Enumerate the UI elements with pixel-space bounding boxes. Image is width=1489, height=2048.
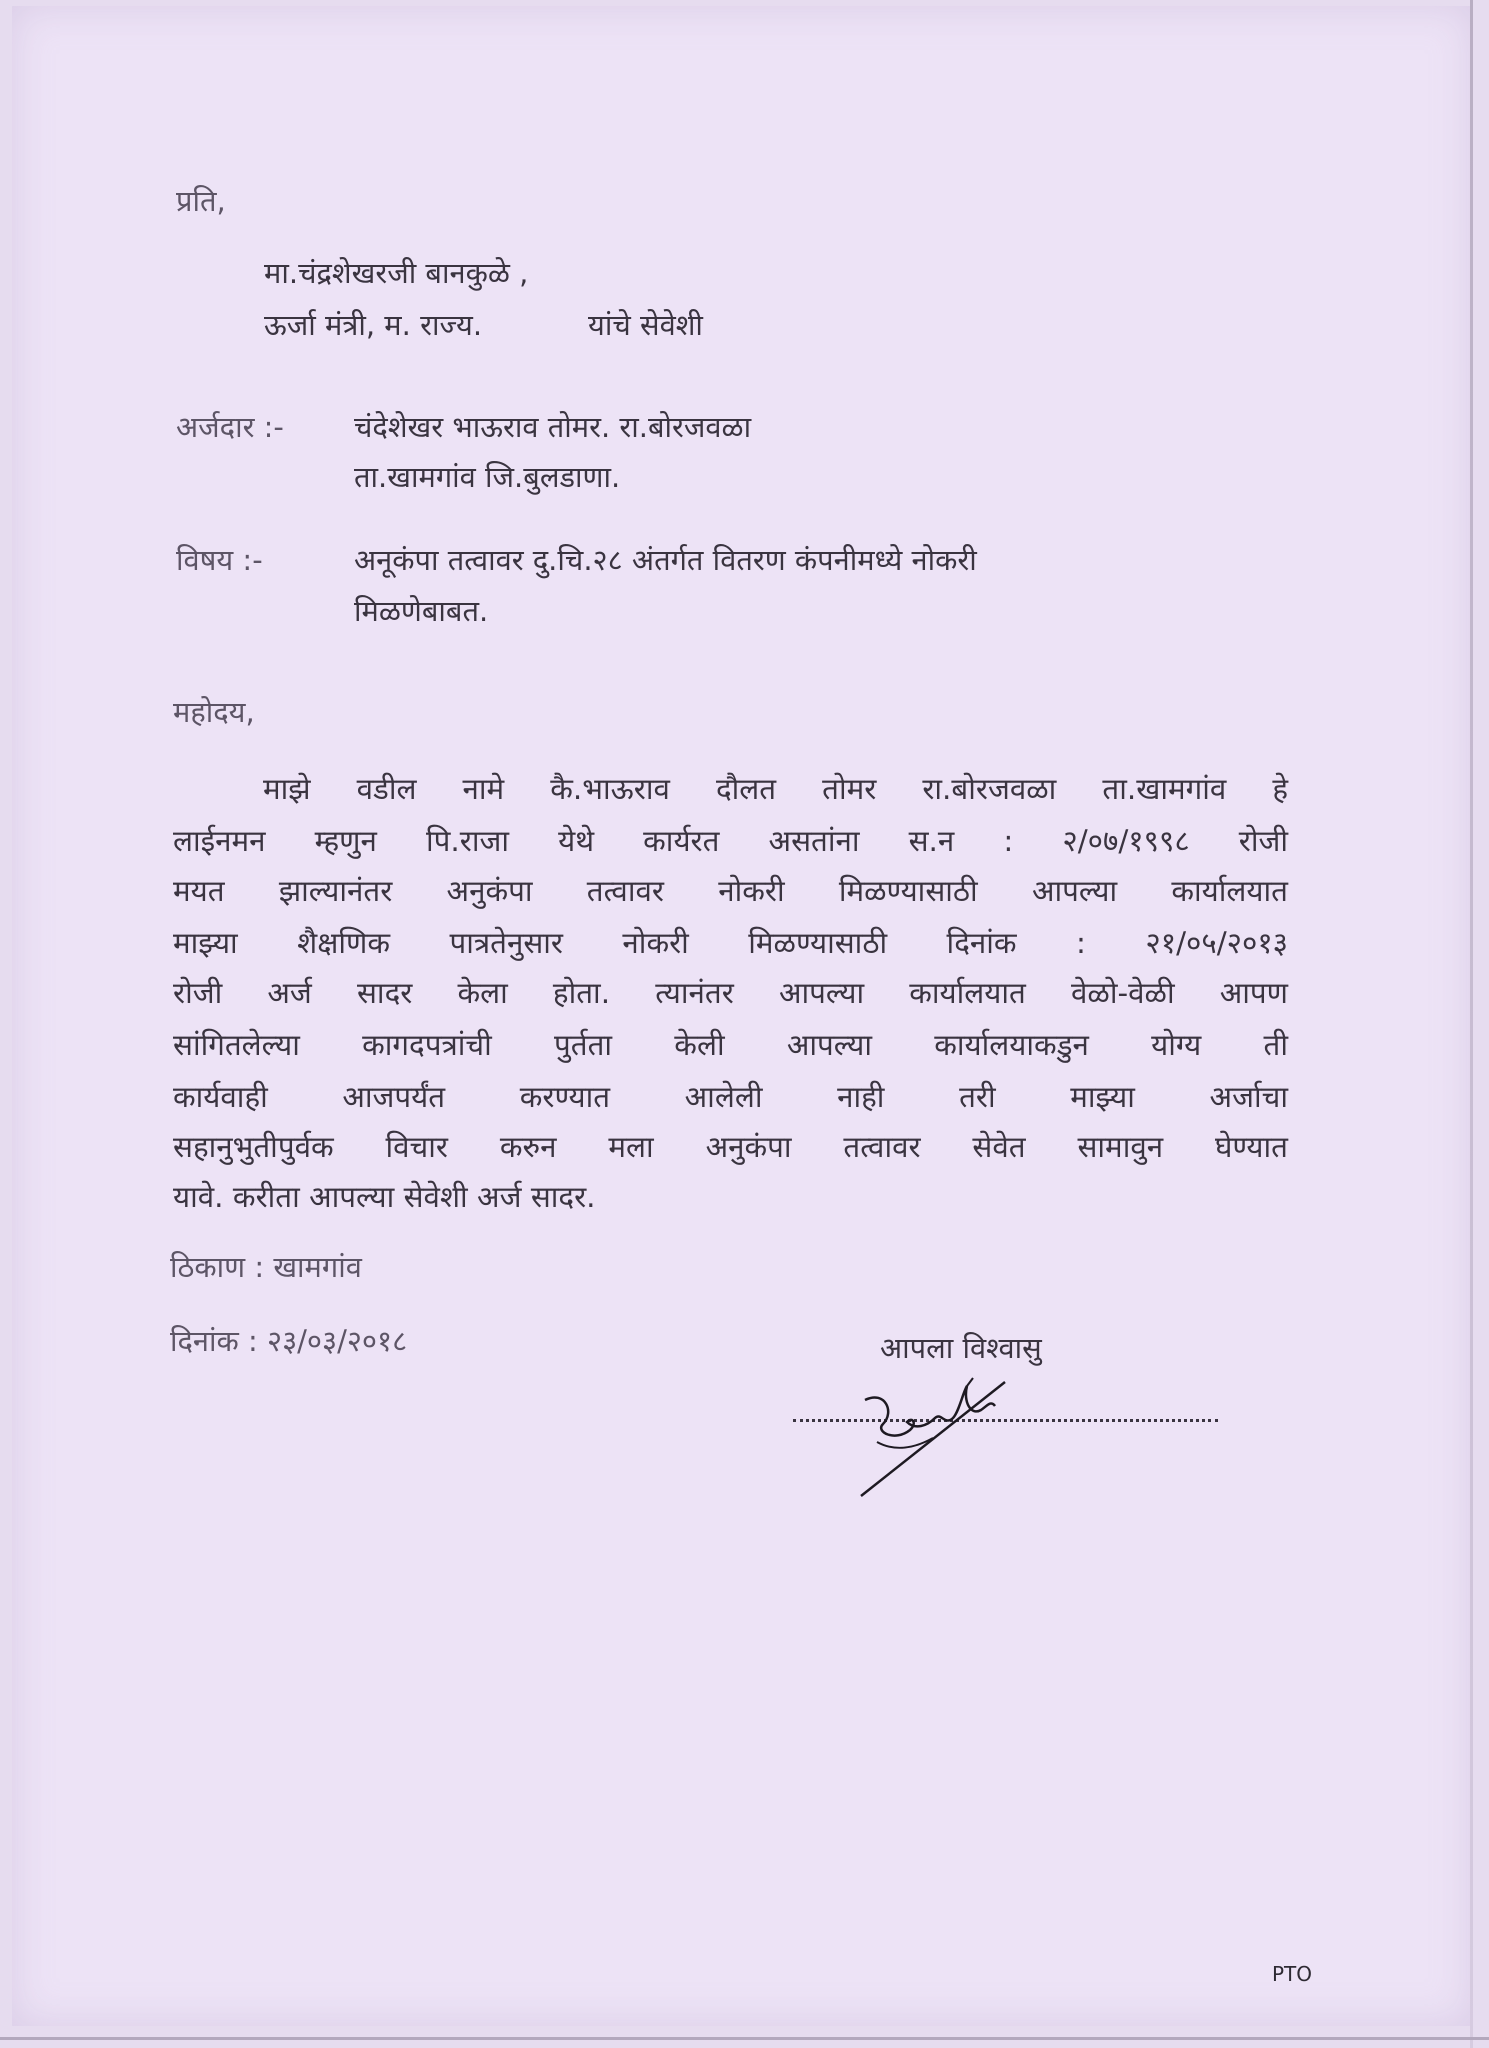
applicant-name: चंदेशेखर भाऊराव तोमर. रा.बोरजवळा	[354, 410, 752, 444]
date-line: दिनांक : २३/०३/२०१८	[170, 1324, 408, 1358]
signature-image	[855, 1372, 1015, 1502]
body-line: सहानुभुतीपुर्वक विचार करुन मला अनुकंपा तत्वावर सेवेत सामावुन घेण्यात	[173, 1130, 1288, 1164]
body-line: माझ्या शैक्षणिक पात्रतेनुसार नोकरी मिळण्यासाठी दिनांक : २१/०५/२०१३	[173, 926, 1288, 960]
place-line: ठिकाण : खामगांव	[170, 1250, 362, 1284]
body-line: मयत झाल्यानंतर अनुकंपा तत्वावर नोकरी मिळण्यासाठी आपल्या कार्यालयात	[173, 874, 1288, 908]
body-line: माझे वडील नामे कै.भाऊराव दौलत तोमर रा.बोरजवळा ता.खामगांव हे	[263, 772, 1288, 806]
recipient-name: मा.चंद्रशेखरजी बानकुळे ,	[264, 256, 529, 290]
subject-line-2: मिळणेबाबत.	[354, 594, 489, 628]
recipient-title-suffix: यांचे सेवेशी	[588, 308, 703, 342]
greeting: महोदय,	[173, 695, 255, 729]
body-line: लाईनमन म्हणुन पि.राजा येथे कार्यरत असतांना स.न : २/०७/१९९८ रोजी	[173, 824, 1288, 858]
page-edge-bottom	[0, 2037, 1489, 2040]
body-line: यावे. करीता आपल्या सेवेशी अर्ज सादर.	[173, 1180, 596, 1214]
body-line: रोजी अर्ज सादर केला होता. त्यानंतर आपल्या कार्यालयात वेळो-वेळी आपण	[173, 976, 1288, 1010]
salutation-to: प्रति,	[176, 184, 226, 218]
page-edge	[1470, 0, 1473, 2048]
recipient-title: ऊर्जा मंत्री, म. राज्य.	[264, 308, 483, 342]
letter-page	[12, 6, 1472, 2026]
closing-line: आपला विश्वासु	[880, 1331, 1042, 1365]
applicant-address: ता.खामगांव जि.बुलडाणा.	[354, 460, 621, 494]
subject-label: विषय :-	[176, 543, 263, 577]
pto-footer: PTO	[1272, 1962, 1313, 1986]
body-line: सांगितलेल्या कागदपत्रांची पुर्तता केली आपल्या कार्यालयाकडुन योग्य ती	[173, 1028, 1288, 1062]
applicant-label: अर्जदार :-	[176, 410, 284, 444]
body-line: कार्यवाही आजपर्यंत करण्यात आलेली नाही तरी माझ्या अर्जाचा	[173, 1080, 1288, 1114]
subject-line-1: अनूकंपा तत्वावर दु.चि.२८ अंतर्गत वितरण कंपनीमध्ये नोकरी	[354, 543, 977, 577]
